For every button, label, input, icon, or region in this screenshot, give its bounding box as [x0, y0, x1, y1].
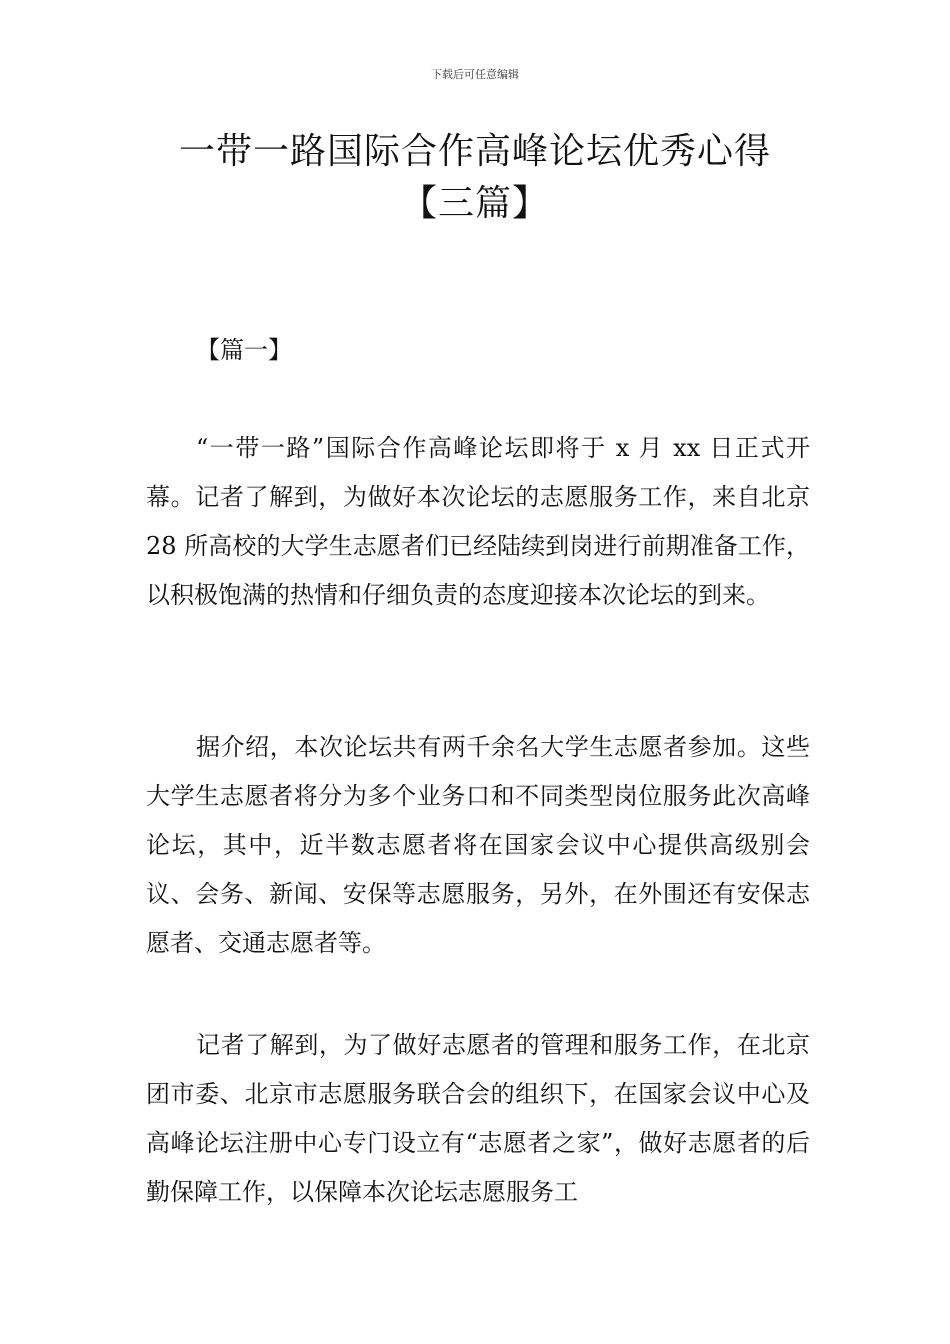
section-label: 【篇一】	[196, 336, 292, 364]
page-header: 下载后可任意编辑	[431, 68, 519, 81]
paragraph: “一带一路”国际合作高峰论坛即将于 x 月 xx 日正式开幕。记者了解到，为做好本次论坛的志愿服务工作，来自北京 28 所高校的大学生志愿者们已经陆续到岗进行前期准备工作，以积极饱满的热情和仔细负责的态度迎接本次论坛的到来。	[146, 434, 810, 609]
paragraph: 据介绍，本次论坛共有两千余名大学生志愿者参加。这些大学生志愿者将分为多个业务口和不同类型岗位服务此次高峰论坛，其中，近半数志愿者将在国家会议中心提供高级别会议、会务、新闻、安保等志愿服务，另外，在外围还有安保志愿者、交通志愿者等。	[146, 733, 810, 957]
paragraph: 记者了解到，为了做好志愿者的管理和服务工作，在北京团市委、北京市志愿服务联合会的组织下，在国家会议中心及高峰论坛注册中心专门设立有“志愿者之家”，做好志愿者的后勤保障工作，以保障本次论坛志愿服务工	[146, 1031, 810, 1206]
document-title: 一带一路国际合作高峰论坛优秀心得【三篇】	[178, 131, 771, 224]
